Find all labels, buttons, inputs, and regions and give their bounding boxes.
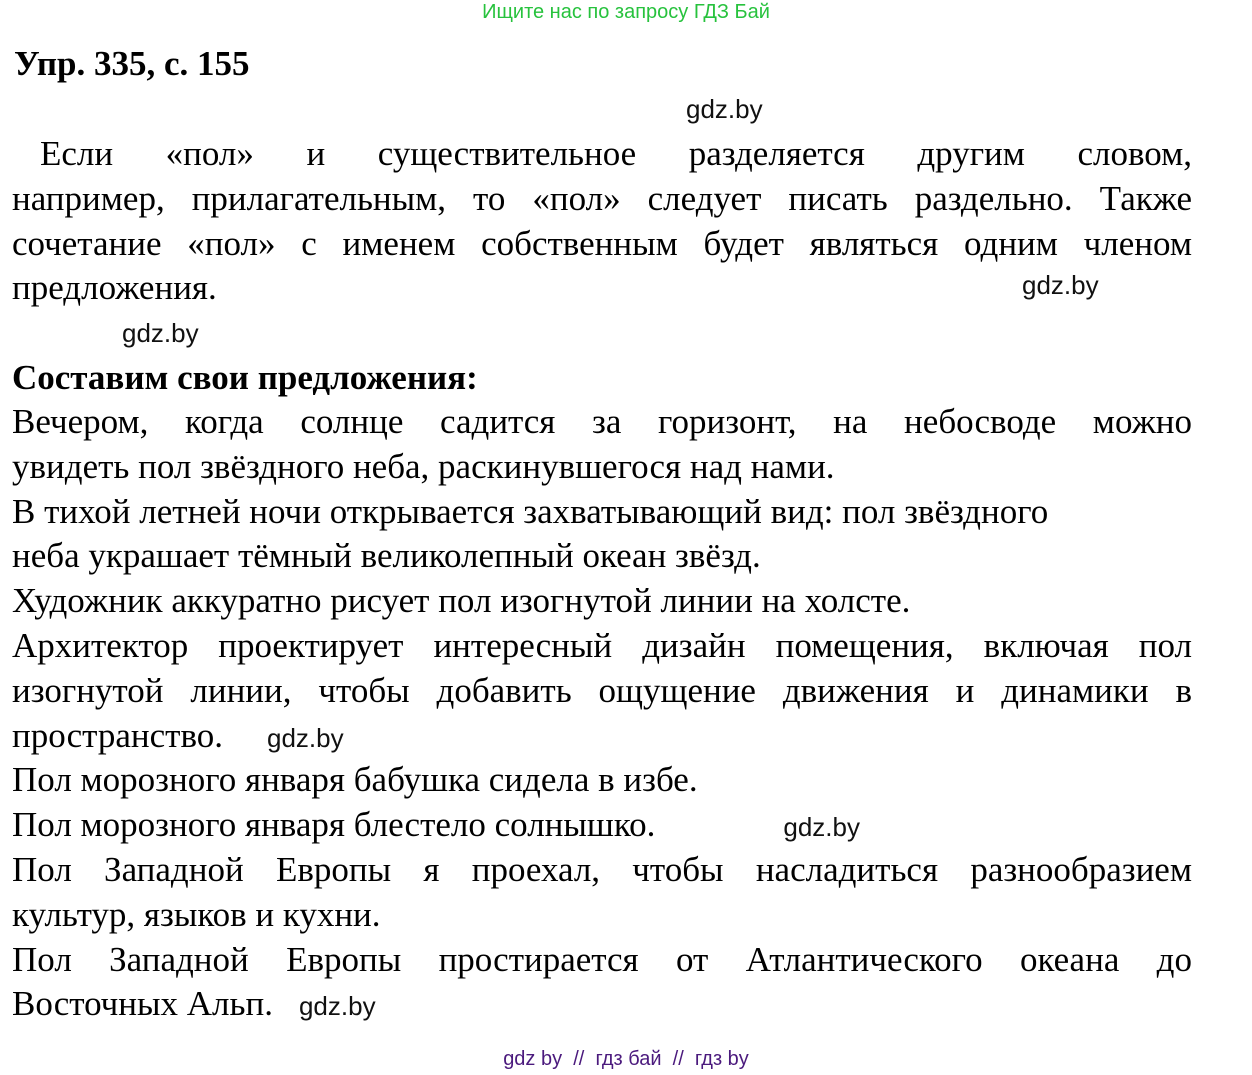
sentence-line: Вечером, когда солнце садится за горизонт, на небосводе можно [12,402,1192,441]
footer-links[interactable]: gdz by // гдз бай // гдз by [503,1048,749,1070]
sentence-line: Пол Западной Европы простирается от Атлантического океана до [12,939,1192,979]
sentence-text: Восточных Альп. [12,984,273,1024]
sentence-line: Архитектор проектирует интересный дизайн помещения, включая пол [12,625,1192,665]
intro-line: Если «пол» и существительное разделяется другим словом, [40,134,1192,173]
sentence-line [12,982,1192,1027]
sentence-text: Пол морозного января блестело солнышко. [12,805,656,845]
sentence-line: Художник аккуратно рисует пол изогнутой линии на холсте. [12,581,911,621]
sentence-line [12,714,1192,759]
intro-line: предложения. [12,268,217,308]
sentence-text: пространство. [12,715,223,755]
sentence-line: изогнутой линии, чтобы добавить ощущение движения и динамики в [12,670,1192,710]
intro-line: сочетание «пол» с именем собственным будет являться одним членом [12,223,1192,263]
watermark: gdz.by [267,722,344,753]
watermark: gdz.by [298,991,376,1022]
exercise-title: Упр. 335, с. 155 [14,44,250,83]
sentence-line: Пол Западной Европы я проехал, чтобы насладиться разнообразием [12,849,1192,889]
sentence-line: увидеть пол звёздного неба, раскинувшегося над нами. [12,446,835,486]
watermark: gdz.by [1022,270,1099,300]
sentence-line: культур, языков и кухни. [12,894,381,934]
intro-paragraph [12,132,1192,311]
sentence-line: неба украшает тёмный великолепный океан звёзд. [12,536,761,576]
watermark: gdz.by [783,812,860,843]
sentence-line: Пол морозного января бабушка сидела в избе. [12,760,698,800]
watermark: gdz.by [122,318,199,348]
sentence-line: В тихой летней ночи открывается захватывающий вид: пол звёздного [12,491,1049,531]
watermark: gdz.by [686,94,763,124]
search-hint-banner: Ищите нас по запросу ГДЗ Бай [482,1,770,23]
sentences-list [12,400,1192,1027]
intro-line: например, прилагательным, то «пол» следует писать раздельно. Также [12,178,1192,218]
section-heading [12,356,1192,401]
section-heading-text: Составим свои предложения: [12,358,478,397]
sentence-line [12,803,1192,848]
